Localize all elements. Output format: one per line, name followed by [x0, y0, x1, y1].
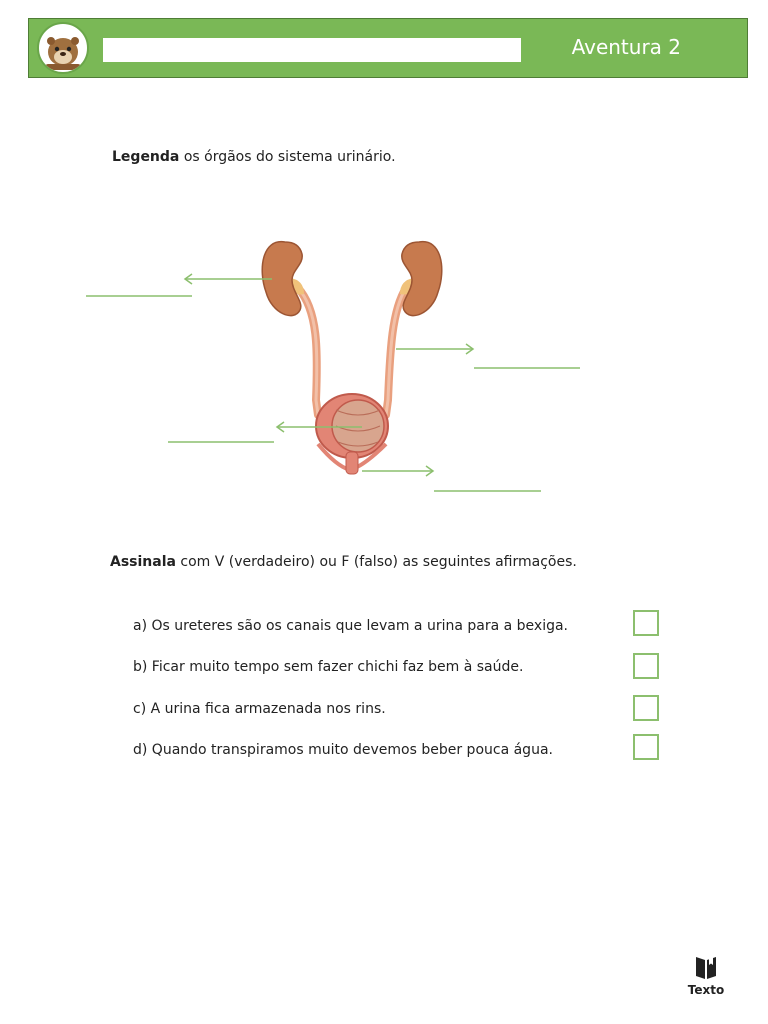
question-2-verb: Assinala — [110, 554, 176, 570]
question-1-instruction — [112, 149, 396, 165]
question-2-text: com V (verdadeiro) ou F (falso) as seguintes afirmações. — [175, 554, 577, 570]
header-bar — [28, 18, 748, 78]
answer-box-c[interactable] — [633, 695, 659, 721]
right-kidney — [402, 242, 442, 316]
logo-text: Texto — [687, 983, 725, 997]
student-name-input[interactable] — [103, 38, 521, 62]
answer-box-a[interactable] — [633, 610, 659, 636]
answer-box-d[interactable] — [633, 734, 659, 760]
statement-b: b) Ficar muito tempo sem fazer chichi faz bem à saúde. — [133, 659, 524, 675]
question-1-verb: Legenda — [112, 149, 180, 165]
urinary-system-diagram — [0, 230, 768, 500]
question-2-instruction — [110, 554, 577, 570]
statement-a: a) Os ureteres são os canais que levam a urina para a bexiga. — [133, 618, 569, 634]
book-icon — [694, 955, 718, 981]
texto-logo — [684, 955, 728, 1001]
statement-d: d) Quando transpiramos muito devemos beber pouca água. — [133, 742, 553, 758]
question-1-text: os órgãos do sistema urinário. — [179, 149, 396, 165]
urethra — [346, 452, 358, 474]
otter-mascot-icon — [37, 22, 89, 74]
statement-c: c) A urina fica armazenada nos rins. — [133, 701, 386, 717]
answer-box-b[interactable] — [633, 653, 659, 679]
adventure-label: Aventura 2 — [571, 35, 681, 59]
